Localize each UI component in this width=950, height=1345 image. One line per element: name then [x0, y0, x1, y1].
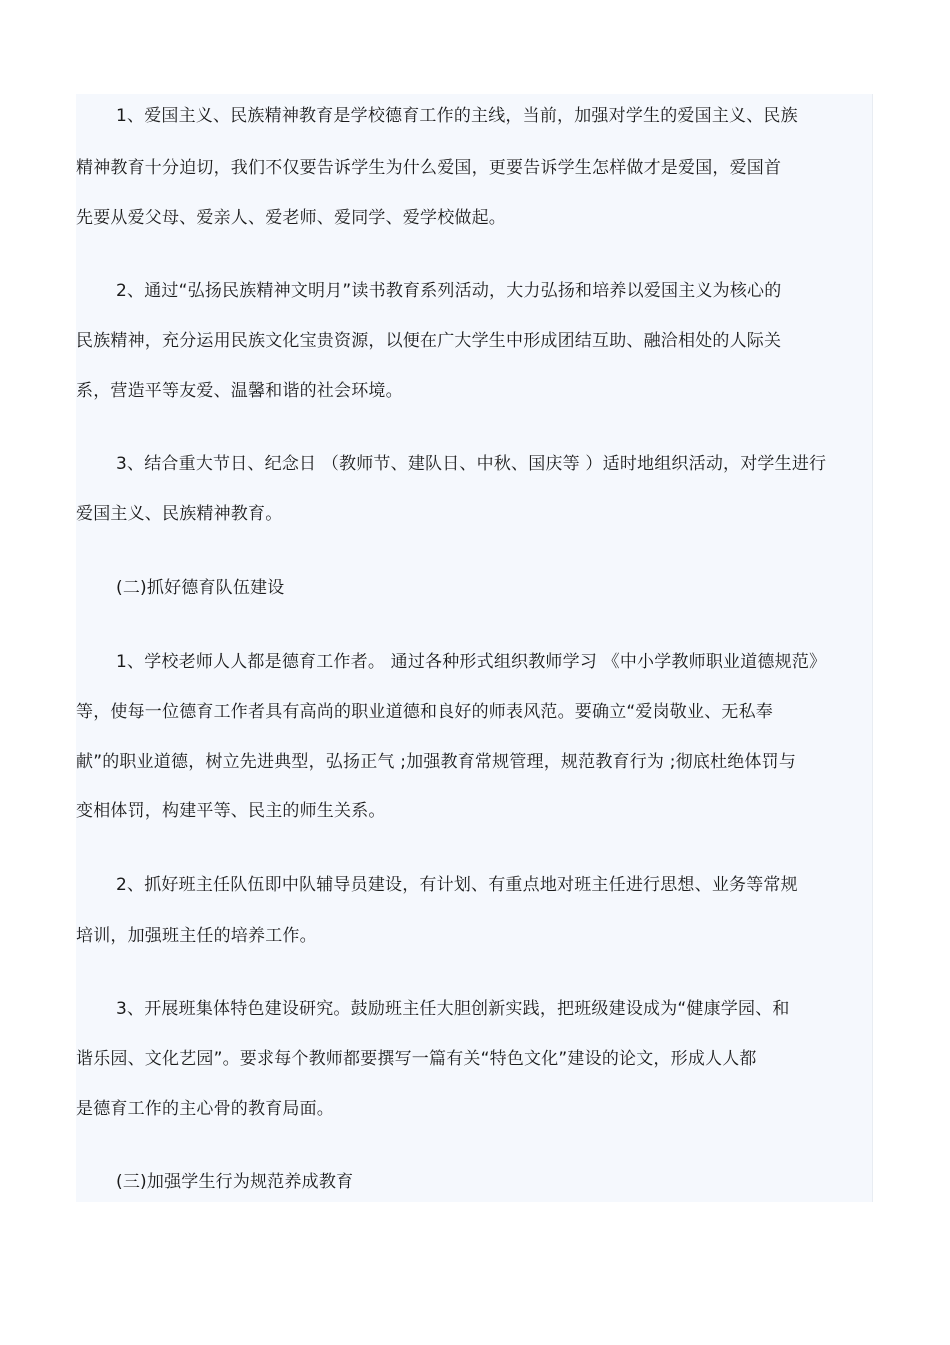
paragraph-2-line-1: 2、通过“弘扬民族精神文明月”读书教育系列活动，大力弘扬和培养以爱国主义为核心的 [116, 281, 782, 301]
paragraph-5-line-2: 培训，加强班主任的培养工作。 [76, 926, 317, 946]
paragraph-1-line-3: 先要从爱父母、爱亲人、爱老师、爱同学、爱学校做起。 [76, 208, 506, 228]
paragraph-1-line-2: 精神教育十分迫切，我们不仅要告诉学生为什么爱国，更要告诉学生怎样做才是爱国，爱国首 [76, 158, 782, 178]
paragraph-2-line-3: 系，营造平等友爱、温馨和谐的社会环境。 [76, 381, 403, 401]
paragraph-4-line-3: 献”的职业道德，树立先进典型，弘扬正气 ;加强教育常规管理，规范教育行为 ;彻底杜绝体罚与 [76, 752, 797, 772]
paragraph-3-line-1: 3、结合重大节日、纪念日 （教师节、建队日、中秋、国庆等 ）适时地组织活动，对学生进行 [116, 454, 827, 474]
paragraph-1-line-1: 1、爱国主义、民族精神教育是学校德育工作的主线，当前，加强对学生的爱国主义、民族 [116, 106, 798, 126]
paragraph-2-line-2: 民族精神，充分运用民族文化宝贵资源，以便在广大学生中形成团结互助、融洽相处的人际关 [76, 331, 782, 351]
paragraph-4-line-4: 变相体罚，构建平等、民主的师生关系。 [76, 801, 386, 821]
paragraph-6-line-3: 是德育工作的主心骨的教育局面。 [76, 1099, 334, 1119]
paragraph-5-line-1: 2、抓好班主任队伍即中队辅导员建设，有计划、有重点地对班主任进行思想、业务等常规 [116, 875, 798, 895]
paragraph-6-line-1: 3、开展班集体特色建设研究。鼓励班主任大胆创新实践，把班级建设成为“健康学园、和 [116, 999, 790, 1019]
paragraph-4-line-1: 1、学校老师人人都是德育工作者。 通过各种形式组织教师学习 《中小学教师职业道德规范》 [116, 652, 827, 672]
document-page [76, 94, 873, 1202]
paragraph-4-line-2: 等，使每一位德育工作者具有高尚的职业道德和良好的师表风范。要确立“爱岗敬业、无私奉 [76, 702, 774, 722]
paragraph-3-line-2: 爱国主义、民族精神教育。 [76, 504, 283, 524]
section-heading-2: (二)抓好德育队伍建设 [116, 578, 285, 598]
section-heading-3: (三)加强学生行为规范养成教育 [116, 1172, 354, 1192]
paragraph-6-line-2: 谐乐园、文化艺园”。要求每个教师都要撰写一篇有关“特色文化”建设的论文，形成人人都 [76, 1049, 757, 1069]
